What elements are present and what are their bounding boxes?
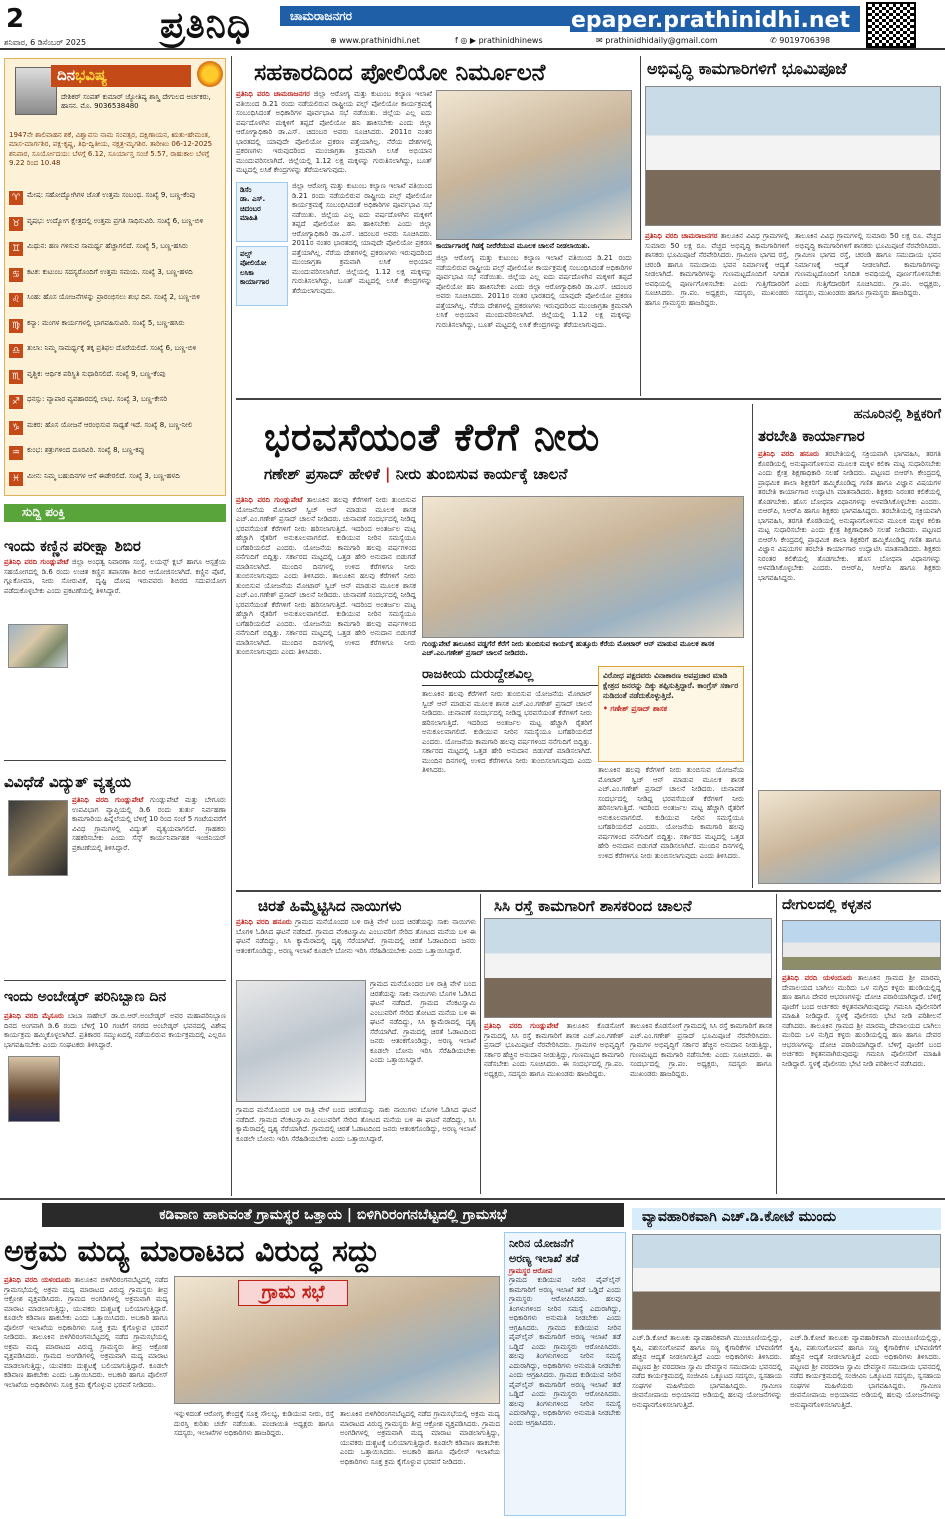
rashi-row [9,293,223,311]
byline: ಪ್ರತಿನಿಧಿ ವರದಿ [72,796,109,804]
website-text: www.prathinidhi.net [339,36,420,45]
horoscope-box [4,58,226,496]
story-leopard-title: ಚಿರತೆ ಹಿಮ್ಮೆಟ್ಟಿಸಿದ ನಾಯಿಗಳು [258,897,402,915]
story-text: ತಾಲೂಕಿನ ಗ್ರಾಮದ ಶ್ರೀ ಮಾರಮ್ಮ ದೇವಾಲಯದ ಬಾಗಿಲು ಮುರಿದು ಒಳ ನುಗ್ಗಿದ ಕಳ್ಳರು ಹುಂಡಿಯಲ್ಲಿದ್ದ ಹಣ ಹಾಗೂ ದೇವರ ಆಭರಣಗಳನ್ನು ದೋಚಿ ಪರಾರಿಯಾಗಿದ್ದಾರೆ. ಬೆಳಿಗ್ಗೆ ಪೂಜೆಗೆ ಬಂದ ಅರ್ಚಕರು ಕಳ್ಳತನವಾಗಿರುವುದನ್ನು ಗಮನಿಸಿ ಪೊಲೀಸರಿಗೆ ಮಾಹಿತಿ ನೀಡಿದ್ದಾರೆ. ಸ್ಥಳಕ್ಕೆ ಪೊಲೀಸರು ಭೇಟಿ ನೀಡಿ ಪರಿಶೀಲನೆ ನಡೆಸಿದರು. [782,974,941,1030]
story-water-subtitle: ಗಣೇಶ್ ಪ್ರಸಾದ್ ಹೇಳಿಕೆ | ನೀರು ತುಂಬಿಸುವ ಕಾರ್ಯಕ್ಕೆ ಚಾಲನೆ [264,465,568,483]
rashi-row [9,344,223,362]
sun-icon [197,61,223,87]
epaper-url[interactable]: epaper.prathinidhi.net [570,6,860,32]
story-liquor-body-3: ತಾಲೂಕಿನ ಬಿಳಿಗಿರಿರಂಗನಬೆಟ್ಟದಲ್ಲಿ ನಡೆದ ಗ್ರಾಮಸಭೆಯಲ್ಲಿ ಅಕ್ರಮ ಮದ್ಯ ಮಾರಾಟದ ವಿರುದ್ಧ ಗ್ರಾಮಸ್ಥರು ತೀವ್ರ ಆಕ್ರೋಶ ವ್ಯಕ್ತಪಡಿಸಿದರು. ಗ್ರಾಮದ ಅಂಗಡಿಗಳಲ್ಲಿ ಅಕ್ರಮವಾಗಿ ಮದ್ಯ ಮಾರಾಟ ಮಾಡಲಾಗುತ್ತಿದ್ದು, ಯುವಕರು ದುಶ್ಚಟಕ್ಕೆ ಬಲಿಯಾಗುತ್ತಿದ್ದಾರೆ. ಕೂಡಲೇ ಕಡಿವಾಣ ಹಾಕಬೇಕು ಎಂದು ಒತ್ತಾಯಿಸಿದರು. ಅಬಕಾರಿ ಹಾಗೂ ಪೊಲೀಸ್ ಇಲಾಖೆಯ ಅಧಿಕಾರಿಗಳು ಸೂಕ್ತ ಕ್ರಮ ಕೈಗೊಳ್ಳುವ ಭರವಸೆ ನೀಡಿದರು. [340,1410,500,1466]
rashi-text: ಕಟಕ: ಕುಟುಂಬ ಸದಸ್ಯರೊಂದಿಗೆ ಉತ್ತಮ ಸಮಯ. ಸಂಖ್ಯೆ 3, ಬಣ್ಣ-ಹಳದಿ [27,267,193,276]
rashi-row [9,217,223,235]
story-text: ಗ್ರಾಮದ ಕುಡಿಯುವ ನೀರಿನ ಪೈಪ್‌ಲೈನ್ ಕಾಮಗಾರಿಗೆ ಅರಣ್ಯ ಇಲಾಖೆ ತಡೆ ಒಡ್ಡಿದೆ ಎಂದು ಗ್ರಾಮಸ್ಥರು ಆರೋಪಿಸಿದರು. ಹಲವು ತಿಂಗಳುಗಳಿಂದ ನೀರಿನ ಸಮಸ್ಯೆ ಎದುರಾಗಿದ್ದು, ಅಧಿಕಾರಿಗಳು ಅನುಮತಿ ನೀಡಬೇಕು ಎಂದು ಆಗ್ರಹಿಸಿದರು. [509,1323,621,1380]
story-forest-title-2: ಅರಣ್ಯ ಇಲಾಖೆ ತಡೆ [509,1251,579,1265]
rashi-text: ಕನ್ಯಾ: ಮಂಗಳ ಕಾರ್ಯಗಳಲ್ಲಿ ಭಾಗವಹಿಸುವಿರಿ. ಸಂಖ್ಯೆ 5, ಬಣ್ಣ-ಹಸಿರು [27,318,185,327]
email-text: prathinidhidaily@gmail.com [605,36,718,45]
byline: ಪ್ರತಿನಿಧಿ ವರದಿ [236,90,270,98]
phone-number: ✆ 9019706398 [770,36,831,45]
row-rule [0,1198,945,1200]
polio-inset-box [236,182,288,242]
rashi-text: ಮೀನ: ನಿಮ್ಮ ಬಹುದಿನಗಳ ಆಸೆ ಈಡೇರಲಿದೆ. ಸಂಖ್ಯೆ 3, ಬಣ್ಣ-ಹಳದಿ [27,471,180,480]
water-quote-box [598,666,744,762]
story-polio-body-2: ಜಿಲ್ಲಾ ಆರೋಗ್ಯ ಮತ್ತು ಕುಟುಂಬ ಕಲ್ಯಾಣ ಇಲಾಖೆ ವತಿಯಿಂದ ಡಿ.21 ರಂದು ನಡೆಯಲಿರುವ ರಾಷ್ಟ್ರೀಯ ಪಲ್ಸ್ ಪೋಲಿಯೋ ಕಾರ್ಯಕ್ರಮಕ್ಕೆ ಸಂಬಂಧಿಸಿದಂತೆ ಅಧಿಕಾರಿಗಳ ಪೂರ್ವಭಾವಿ ಸಭೆ ನಡೆಯಿತು. ಜಿಲ್ಲೆಯ ಎಲ್ಲ ಐದು ವರ್ಷದೊಳಗಿನ ಮಕ್ಕಳಿಗೆ ತಪ್ಪದೆ ಪೋಲಿಯೋ ಹನಿ ಹಾಕಿಸಬೇಕು ಎಂದು ಜಿಲ್ಲಾ ಆರೋಗ್ಯಾಧಿಕಾರಿ ಡಾ.ಎಸ್. ಚಿದಂಬರ ಅವರು ಸೂಚಿಸಿದರು. 2011ರ ನಂತರ ಭಾರತದಲ್ಲಿ ಯಾವುದೇ ಪೋಲಿಯೋ ಪ್ರಕರಣ ಪತ್ತೆಯಾಗಿಲ್ಲ. ನೆರೆಯ ದೇಶಗಳಲ್ಲಿ ಪ್ರಕರಣಗಳು ಇರುವುದರಿಂದ ಮುಂಜಾಗ್ರತಾ ಕ್ರಮವಾಗಿ ಲಸಿಕೆ ಅಭಿಯಾನ ಮುಂದುವರಿಸಲಾಗಿದೆ. ಜಿಲ್ಲೆಯಲ್ಲಿ 1.12 ಲಕ್ಷ ಮಕ್ಕಳನ್ನು ಗುರುತಿಸಲಾಗಿದ್ದು, ಬೂತ್ ಮಟ್ಟದಲ್ಲಿ ಲಸಿಕೆ ಕೇಂದ್ರಗಳನ್ನು ತೆರೆಯಲಾಗುವುದು. [436,254,632,329]
byline: ಪ್ರತಿನಿಧಿ ವರದಿ [758,450,794,458]
section-tag: ಸುದ್ದಿ ಪಂಕ್ತಿ [4,504,226,522]
byline: ಪ್ರತಿನಿಧಿ ವರದಿ [645,232,679,240]
phone-text: 9019706398 [779,36,831,45]
inset-line: ಚಿದಂಬರ [240,204,261,213]
zodiac-icon: ♑ [9,421,23,435]
row-rule [236,890,941,892]
story-forest-kicker: ಗ್ರಾಮಸ್ಥರ ಆರೋಪ [509,1266,553,1275]
dateline: ಯಳಂದೂರು [41,1276,71,1284]
byline: ಪ್ರತಿನಿಧಿ ವರದಿ [782,974,818,982]
rashi-row [9,421,223,439]
bottom-story-kicker: ಕಡಿವಾಣ ಹಾಕುವಂತೆ ಗ್ರಾಮಸ್ಥರ ಒತ್ತಾಯ | ಬಿಳಿಗಿರಿರಂಗನಬೆಟ್ಟದಲ್ಲಿ ಗ್ರಾಮಸಭೆ [42,1203,624,1227]
social-handle[interactable]: f ◎ ▶ prathinidhinews [455,36,543,45]
story-polio-lead [236,90,432,176]
byline: ಪ್ರತಿನಿಧಿ ವರದಿ [484,1022,522,1030]
water-subhead: ರಾಜಕೀಯ ದುರುದ್ದೇಶವಿಲ್ಲ [422,666,652,686]
story-water-body-2: ತಾಲೂಕಿನ ಹಲವು ಕೆರೆಗಳಿಗೆ ನೀರು ತುಂಬಿಸುವ ಯೋಜನೆಯ ಮೋಟಾರ್ ಸ್ವಿಚ್ ಆನ್ ಮಾಡುವ ಮೂಲಕ ಶಾಸಕ ಎಚ್.ಎಂ.ಗಣೇಶ್ ಪ್ರಸಾದ್ ಚಾಲನೆ ನೀಡಿದರು. ಚುನಾವಣೆ ಸಂದರ್ಭದಲ್ಲಿ ನೀಡಿದ್ದ ಭರವಸೆಯಂತೆ ಕೆರೆಗಳಿಗೆ ನೀರು ಹರಿಸಲಾಗುತ್ತಿದೆ. ಇದರಿಂದ ಅಂತರ್ಜಲ ಮಟ್ಟ ಹೆಚ್ಚಾಗಿ ರೈತರಿಗೆ ಅನುಕೂಲವಾಗಲಿದೆ. ಕುಡಿಯುವ ನೀರಿನ ಸಮಸ್ಯೆಯೂ ಬಗೆಹರಿಯಲಿದೆ ಎಂದರು. ಯೋಜನೆಯ ಕಾಮಗಾರಿ ಹಲವು ವರ್ಷಗಳಿಂದ ನನೆಗುದಿಗೆ ಬಿದ್ದಿತ್ತು. ಸರ್ಕಾರದ ಮಟ್ಟದಲ್ಲಿ ಒತ್ತಡ ಹೇರಿ ಅನುದಾನ ಬಿಡುಗಡೆ ಮಾಡಿಸಲಾಗಿದೆ. ಮುಂದಿನ ದಿನಗಳಲ್ಲಿ ಉಳಿದ ಕೆರೆಗಳಿಗೂ ನೀರು ತುಂಬಿಸಲಾಗುವುದು ಎಂದು ತಿಳಿಸಿದರು. [422,690,592,774]
story-hdkote-title: ವ್ಯಾವಹಾರಿಕವಾಗಿ ಎಚ್.ಡಿ.ಕೋಟೆ ಮುಂದು [632,1208,941,1230]
story-polio-title: ಸಹಕಾರದಿಂದ ಪೋಲಿಯೋ ನಿರ್ಮೂಲನೆ [254,60,546,86]
rashi-text: ಸಿಂಹ: ಹೊಸ ಯೋಜನೆಗಳನ್ನು ಪ್ರಾರಂಭಿಸಲು ಶುಭ ದಿನ. ಸಂಖ್ಯೆ 2, ಬಣ್ಣ-ಬಿಳಿ [27,293,201,301]
ccroad-photo [484,918,772,1018]
rashi-text: ಮಿಥುನ: ಹಣ ಗಳಿಸುವ ಸಾಮರ್ಥ್ಯ ಹೆಚ್ಚಾಗಲಿದೆ. ಸಂಖ್ಯೆ 5, ಬಣ್ಣ-ಹಸಿರು [27,242,188,250]
bhoomipuja-photo [645,86,941,226]
social-text: prathinidhinews [478,36,543,45]
story-training [758,404,941,886]
edition-name: ಚಾಮರಾಜನಗರ [280,6,570,26]
temple-photo [782,920,941,970]
issue-date: ಶನಿವಾರ, 6 ಡಿಸೆಂಬರ್ 2025 [4,38,87,47]
column-rule [480,894,481,1194]
dateline: ಗುಂಡ್ಲುಪೇಟೆ [274,496,303,504]
story-bhoomipuja [645,56,941,396]
hdkote-photo [632,1234,941,1330]
byline: ಪ್ರತಿನಿಧಿ ವರದಿ [236,918,270,926]
zodiac-icon: ♉ [9,217,23,231]
rashi-text: ತುಲಾ: ನಿಮ್ಮ ಸಾಮರ್ಥ್ಯಕ್ಕೆ ತಕ್ಕ ಪ್ರತಿಫಲ ದೊರೆಯಲಿದೆ. ಸಂಖ್ಯೆ 6, ಬಣ್ಣ-ಬಿಳಿ [27,344,197,352]
polio-photo-caption: ಕಾರ್ಯಾಗಾರಕ್ಕೆ ಗಿಡಕ್ಕೆ ನೀರೆರೆಯುವ ಮೂಲಕ ಚಾಲನೆ ನೀಡಲಾಯಿತು. [436,242,632,251]
rashi-row [9,268,223,286]
column-rule [752,404,753,888]
story-text: ಗ್ರಾಮದ ಕುಡಿಯುವ ನೀರಿನ ಪೈಪ್‌ಲೈನ್ ಕಾಮಗಾರಿಗೆ ಅರಣ್ಯ ಇಲಾಖೆ ತಡೆ ಒಡ್ಡಿದೆ ಎಂದು ಗ್ರಾಮಸ್ಥರು ಆರೋಪಿಸಿದರು. ಹಲವು ತಿಂಗಳುಗಳಿಂದ ನೀರಿನ ಸಮಸ್ಯೆ ಎದುರಾಗಿದ್ದು, ಅಧಿಕಾರಿಗಳು ಅನುಮತಿ ನೀಡಬೇಕು ಎಂದು ಆಗ್ರಹಿಸಿದರು. [509,1276,621,1332]
masthead [0,0,945,50]
zodiac-icon: ♏ [9,370,23,384]
column-rule [776,894,777,1194]
story-training-body [758,450,941,786]
dateline: ಗುಂಡ್ಲುಪೇಟೆ [40,558,69,566]
story-liquor-body [4,1276,168,1514]
leopard-cctv-photo [236,980,366,1102]
story-eye-camp-title: ಇಂದು ಕಣ್ಣಿನ ಪರೀಕ್ಷಾ ಶಿಬಿರ [4,537,141,555]
page-number: 2 [6,4,25,34]
left-stories [4,528,226,1188]
story-ambedkar-body [4,1012,226,1188]
bulb-photo [8,800,68,876]
rashi-text: ಮೇಷ: ಸಹೋದ್ಯೋಗಿಗಳ ಜೊತೆ ಉತ್ತಮ ಸಂಬಂಧ. ಸಂಖ್ಯೆ 9, ಬಣ್ಣ-ಕೆಂಪು [27,191,196,199]
story-text: ಗ್ರಾಮದ ಮನೆಯೊಂದರ ಬಳಿ ರಾತ್ರಿ ವೇಳೆ ಬಂದ ಚಿರತೆಯನ್ನು ಸಾಕು ನಾಯಿಗಳು ಬೊಗಳಿ ಓಡಿಸಿದ ಘಟನೆ ನಡೆದಿದೆ. ಗ್ರಾಮದ ವೆಂಕಟಸ್ವಾಮಿ ಎಂಬುವರಿಗೆ ಸೇರಿದ ತೋಟದ ಮನೆಯ ಬಳಿ ಈ ಘಟನೆ ನಡೆದಿದ್ದು, ಸಿಸಿ ಕ್ಯಾಮೆರಾದಲ್ಲಿ ದೃಶ್ಯ ಸೆರೆಯಾಗಿದೆ. ಗ್ರಾಮದಲ್ಲಿ ಚಿರತೆ ಓಡಾಟದಿಂದ ಜನರು ಆತಂಕಗೊಂಡಿದ್ದು, ಅರಣ್ಯ ಇಲಾಖೆ ಕೂಡಲೇ ಬೋನು ಇರಿಸಿ ಸೆರೆಹಿಡಿಯಬೇಕು ಎಂದು ಒತ್ತಾಯಿಸಿದ್ದಾರೆ. [236,918,476,955]
story-forest-title-1: ನೀರಿನ ಯೋಜನೆಗೆ [509,1237,574,1250]
subtitle-b: ನೀರು ತುಂಬಿಸುವ ಕಾರ್ಯಕ್ಕೆ ಚಾಲನೆ [395,465,568,483]
dateline: ಹನೂರು [799,450,820,458]
story-bhoomipuja-body [645,232,789,392]
story-hdkote-body-2: ಎಚ್.ಡಿ.ಕೋಟೆ ತಾಲೂಕು ವ್ಯಾವಹಾರಿಕವಾಗಿ ಮುಂಚೂಣಿಯಲ್ಲಿದ್ದು, ಕೃಷಿ, ಪಶುಸಂಗೋಪನೆ ಹಾಗೂ ಸಣ್ಣ ಕೈಗಾರಿಕೆಗಳ ಬೆಳವಣಿಗೆಗೆ ಹೆಚ್ಚಿನ ಆದ್ಯತೆ ನೀಡಲಾಗುತ್ತಿದೆ ಎಂದು ಅಧಿಕಾರಿಗಳು ತಿಳಿಸಿದರು. ಪಟ್ಟಣದ ಶ್ರೀ ವರದರಾಜ ಸ್ವಾಮಿ ದೇವಸ್ಥಾನ ಸಮುದಾಯ ಭವನದಲ್ಲಿ ನಡೆದ ಕಾರ್ಯಕ್ರಮದಲ್ಲಿ ಸಂಜೀವಿನಿ ಒಕ್ಕೂಟದ ಸದಸ್ಯರು, ಸ್ವಸಹಾಯ ಸಂಘಗಳ ಮಹಿಳೆಯರು ಭಾಗವಹಿಸಿದ್ದರು. ಗ್ರಾಮೀಣ ಜೀವನೋಪಾಯ ಅಭಿಯಾನದ ಅಡಿಯಲ್ಲಿ ಹಲವು ಯೋಜನೆಗಳನ್ನು ಅನುಷ್ಠಾನಗೊಳಿಸಲಾಗುತ್ತಿದೆ. [790,1334,941,1409]
rashi-row [9,446,223,464]
story-ccroad-body-2: ತಾಲೂಕಿನ ಕೊಡಸೋಗೆ ಗ್ರಾಮದಲ್ಲಿ ಸಿಸಿ ರಸ್ತೆ ಕಾಮಗಾರಿಗೆ ಶಾಸಕ ಎಚ್.ಎಂ.ಗಣೇಶ್ ಪ್ರಸಾದ್ ಭೂಮಿಪೂಜೆ ನೆರವೇರಿಸಿದರು. ಗ್ರಾಮಗಳ ಅಭಿವೃದ್ಧಿಗೆ ಸರ್ಕಾರ ಹೆಚ್ಚಿನ ಅನುದಾನ ನೀಡುತ್ತಿದ್ದು, ಗುಣಮಟ್ಟದ ಕಾಮಗಾರಿ ನಡೆಸಬೇಕು ಎಂದು ಸೂಚಿಸಿದರು. ಈ ಸಂದರ್ಭದಲ್ಲಿ ಗ್ರಾ.ಪಂ. ಅಧ್ಯಕ್ಷರು, ಸದಸ್ಯರು ಹಾಗೂ ಮುಖಂಡರು ಹಾಜರಿದ್ದರು. [630,1022,772,1078]
story-water-title: ಭರವಸೆಯಂತೆ ಕೆರೆಗೆ ನೀರು [264,415,601,459]
byline: ಪ್ರತಿನಿಧಿ ವರದಿ [4,1276,38,1284]
story-ccroad-body [484,1022,624,1192]
inset-line: ಕಾರ್ಯಾಗಾರ [240,278,270,287]
zodiac-icon: ♊ [9,242,23,256]
story-ambedkar-title: ಇಂದು ಅಂಬೇಡ್ಕರ್ ಪರಿನಿಬ್ಬಾಣ ದಿನ [4,989,167,1005]
rashi-text: ಮಕರ: ಹೊಸ ಯೋಜನೆ ಆರಂಭಿಸುವ ಸಾಧ್ಯತೆ ಇದೆ. ಸಂಖ್ಯೆ 8, ಬಣ್ಣ-ನೀಲಿ [27,420,193,429]
horoscope-title-b: ಭವಿಷ್ಯ [75,66,108,84]
quote-text: ವಿರೋಧ ಪಕ್ಷದವರು ವಿನಾಕಾರಣ ಅಪಪ್ರಚಾರ ಮಾಡಿ ಕ್ಷೇತ್ರದ ಜನರನ್ನು ದಿಕ್ಕು ತಪ್ಪಿಸುತ್ತಿದ್ದಾರೆ. ಕಾಂಗ್ರೆಸ್ ಸರ್ಕಾರ ನುಡಿದಂತೆ ನಡೆದುಕೊಳ್ಳುತ್ತಿದೆ. [603,671,739,701]
story-power-title: ವಿವಿಧೆಡೆ ವಿದ್ಯುತ್ ವ್ಯತ್ಯಯ [4,773,132,791]
rashi-row [9,370,223,388]
zodiac-icon: ♌ [9,293,23,307]
story-ccroad-title: ಸಿಸಿ ರಸ್ತೆ ಕಾಮಗಾರಿಗೆ ಶಾಸಕರಿಂದ ಚಾಲನೆ [494,897,692,915]
dateline: ಯಳಂದೂರು [822,974,853,982]
story-leopard-body-2: ಗ್ರಾಮದ ಮನೆಯೊಂದರ ಬಳಿ ರಾತ್ರಿ ವೇಳೆ ಬಂದ ಚಿರತೆಯನ್ನು ಸಾಕು ನಾಯಿಗಳು ಬೊಗಳಿ ಓಡಿಸಿದ ಘಟನೆ ನಡೆದಿದೆ. ಗ್ರಾಮದ ವೆಂಕಟಸ್ವಾಮಿ ಎಂಬುವರಿಗೆ ಸೇರಿದ ತೋಟದ ಮನೆಯ ಬಳಿ ಈ ಘಟನೆ ನಡೆದಿದ್ದು, ಸಿಸಿ ಕ್ಯಾಮೆರಾದಲ್ಲಿ ದೃಶ್ಯ ಸೆರೆಯಾಗಿದೆ. ಗ್ರಾಮದಲ್ಲಿ ಚಿರತೆ ಓಡಾಟದಿಂದ ಜನರು ಆತಂಕಗೊಂಡಿದ್ದು, ಅರಣ್ಯ ಇಲಾಖೆ ಕೂಡಲೇ ಬೋನು ಇರಿಸಿ ಸೆರೆಹಿಡಿಯಬೇಕು ಎಂದು ಒತ್ತಾಯಿಸಿದ್ದಾರೆ. [370,980,476,1064]
zodiac-icon: ♎ [9,344,23,358]
email-link[interactable]: ✉ prathinidhidaily@gmail.com [596,36,718,45]
zodiac-icon: ♒ [9,446,23,460]
story-leopard-body-3: ಗ್ರಾಮದ ಮನೆಯೊಂದರ ಬಳಿ ರಾತ್ರಿ ವೇಳೆ ಬಂದ ಚಿರತೆಯನ್ನು ಸಾಕು ನಾಯಿಗಳು ಬೊಗಳಿ ಓಡಿಸಿದ ಘಟನೆ ನಡೆದಿದೆ. ಗ್ರಾಮದ ವೆಂಕಟಸ್ವಾಮಿ ಎಂಬುವರಿಗೆ ಸೇರಿದ ತೋಟದ ಮನೆಯ ಬಳಿ ಈ ಘಟನೆ ನಡೆದಿದ್ದು, ಸಿಸಿ ಕ್ಯಾಮೆರಾದಲ್ಲಿ ದೃಶ್ಯ ಸೆರೆಯಾಗಿದೆ. ಗ್ರಾಮದಲ್ಲಿ ಚಿರತೆ ಓಡಾಟದಿಂದ ಜನರು ಆತಂಕಗೊಂಡಿದ್ದು, ಅರಣ್ಯ ಇಲಾಖೆ ಕೂಡಲೇ ಬೋನು ಇರಿಸಿ ಸೆರೆಹಿಡಿಯಬೇಕು ಎಂದು ಒತ್ತಾಯಿಸಿದ್ದಾರೆ. [236,1106,476,1143]
subtitle-a: ಗಣೇಶ್ ಪ್ರಸಾದ್ ಹೇಳಿಕೆ [264,465,380,483]
row-rule [236,398,941,400]
story-text: ತಾಲೂಕಿನ ಹಲವು ಕೆರೆಗಳಿಗೆ ನೀರು ತುಂಬಿಸುವ ಯೋಜನೆಯ ಮೋಟಾರ್ ಸ್ವಿಚ್ ಆನ್ ಮಾಡುವ ಮೂಲಕ ಶಾಸಕ ಎಚ್.ಎಂ.ಗಣೇಶ್ ಪ್ರಸಾದ್ ಚಾಲನೆ ನೀಡಿದರು. ಚುನಾವಣೆ ಸಂದರ್ಭದಲ್ಲಿ ನೀಡಿದ್ದ ಭರವಸೆಯಂತೆ ಕೆರೆಗಳಿಗೆ ನೀರು ಹರಿಸಲಾಗುತ್ತಿದೆ. ಇದರಿಂದ ಅಂತರ್ಜಲ ಮಟ್ಟ ಹೆಚ್ಚಾಗಿ ರೈತರಿಗೆ ಅನುಕೂಲವಾಗಲಿದೆ. ಕುಡಿಯುವ ನೀರಿನ ಸಮಸ್ಯೆಯೂ ಬಗೆಹರಿಯಲಿದೆ ಎಂದರು. ಯೋಜನೆಯ ಕಾಮಗಾರಿ ಹಲವು ವರ್ಷಗಳಿಂದ ನನೆಗುದಿಗೆ ಬಿದ್ದಿತ್ತು. ಸರ್ಕಾರದ ಮಟ್ಟದಲ್ಲಿ ಒತ್ತಡ ಹೇರಿ ಅನುದಾನ ಬಿಡುಗಡೆ ಮಾಡಿಸಲಾಗಿದೆ. ಮುಂದಿನ ದಿನಗಳಲ್ಲಿ ಉಳಿದ ಕೆರೆಗಳಿಗೂ ನೀರು ತುಂಬಿಸಲಾಗುವುದು ಎಂದು ತಿಳಿಸಿದರು. [236,496,416,580]
dateline: ಚಾಮರಾಜನಗರ [273,90,310,98]
zodiac-icon: ♈ [9,191,23,205]
zodiac-icon: ♓ [9,472,23,486]
rashi-row [9,191,223,209]
column-rule [640,56,641,396]
story-polio-body: ಜಿಲ್ಲಾ ಆರೋಗ್ಯ ಮತ್ತು ಕುಟುಂಬ ಕಲ್ಯಾಣ ಇಲಾಖೆ ವತಿಯಿಂದ ಡಿ.21 ರಂದು ನಡೆಯಲಿರುವ ರಾಷ್ಟ್ರೀಯ ಪಲ್ಸ್ ಪೋಲಿಯೋ ಕಾರ್ಯಕ್ರಮಕ್ಕೆ ಸಂಬಂಧಿಸಿದಂತೆ ಅಧಿಕಾರಿಗಳ ಪೂರ್ವಭಾವಿ ಸಭೆ ನಡೆಯಿತು. ಜಿಲ್ಲೆಯ ಎಲ್ಲ ಐದು ವರ್ಷದೊಳಗಿನ ಮಕ್ಕಳಿಗೆ ತಪ್ಪದೆ ಪೋಲಿಯೋ ಹನಿ ಹಾಕಿಸಬೇಕು ಎಂದು ಜಿಲ್ಲಾ ಆರೋಗ್ಯಾಧಿಕಾರಿ ಡಾ.ಎಸ್. ಚಿದಂಬರ ಅವರು ಸೂಚಿಸಿದರು. 2011ರ ನಂತರ ಭಾರತದಲ್ಲಿ ಯಾವುದೇ ಪೋಲಿಯೋ ಪ್ರಕರಣ ಪತ್ತೆಯಾಗಿಲ್ಲ. ನೆರೆಯ ದೇಶಗಳಲ್ಲಿ ಪ್ರಕರಣಗಳು ಇರುವುದರಿಂದ ಮುಂಜಾಗ್ರತಾ ಕ್ರಮವಾಗಿ ಲಸಿಕೆ ಅಭಿಯಾನ ಮುಂದುವರಿಸಲಾಗಿದೆ. ಜಿಲ್ಲೆಯಲ್ಲಿ 1.12 ಲಕ್ಷ ಮಕ್ಕಳನ್ನು ಗುರುತಿಸಲಾಗಿದ್ದು, ಬೂತ್ ಮಟ್ಟದಲ್ಲಿ ಲಸಿಕೆ ಕೇಂದ್ರಗಳನ್ನು ತೆರೆಯಲಾಗುವುದು. [292,182,432,295]
inset-line: ಡಿಸೆಂ [240,186,252,194]
dateline: ಗುಂಡ್ಲುಪೇಟೆ [530,1022,559,1030]
story-leopard [236,894,476,1194]
story-water [236,404,748,886]
eye-exam-photo [8,624,68,668]
story-text: ತಾಲೂಕಿನ ಕೊಡಸೋಗೆ ಗ್ರಾಮದಲ್ಲಿ ಸಿಸಿ ರಸ್ತೆ ಕಾಮಗಾರಿಗೆ ಶಾಸಕ ಎಚ್.ಎಂ.ಗಣೇಶ್ ಪ್ರಸಾದ್ ಭೂಮಿಪೂಜೆ ನೆರವೇರಿಸಿದರು. ಗ್ರಾಮಗಳ ಅಭಿವೃದ್ಧಿಗೆ ಸರ್ಕಾರ ಹೆಚ್ಚಿನ ಅನುದಾನ ನೀಡುತ್ತಿದ್ದು, ಗುಣಮಟ್ಟದ ಕಾಮಗಾರಿ ನಡೆಸಬೇಕು ಎಂದು ಸೂಚಿಸಿದರು. ಈ ಸಂದರ್ಭದಲ್ಲಿ ಗ್ರಾ.ಪಂ. ಅಧ್ಯಕ್ಷರು, ಸದಸ್ಯರು ಹಾಗೂ ಮುಖಂಡರು ಹಾಜರಿದ್ದರು. [484,1022,624,1078]
polio-event-photo [436,90,632,240]
byline: ಪ್ರತಿನಿಧಿ ವರದಿ [4,558,38,566]
zodiac-icon: ♋ [9,268,23,282]
inset-line: ಡಾ. ಎಸ್. [240,195,266,204]
story-text: ಬಾಬಾ ಸಾಹೇಬ್ ಡಾ.ಬಿ.ಆರ್.ಅಂಬೇಡ್ಕರ್ ಅವರ ಮಹಾಪರಿನಿಬ್ಬಾಣ ದಿನದ ಅಂಗವಾಗಿ ಡಿ.6 ರಂದು ಬೆಳಿಗ್ಗೆ 10 ಗಂಟೆಗೆ ನಗರದ ಅಂಬೇಡ್ಕರ್ ಭವನದಲ್ಲಿ ವಿಶೇಷ ಕಾರ್ಯಕ್ರಮ ಹಮ್ಮಿಕೊಳ್ಳಲಾಗಿದೆ. ಪ್ರತಿಕಾರರ ಸಮ್ಮುಖದಲ್ಲಿ ನಡೆಯಲಿರುವ ಕಾರ್ಯಕ್ರಮದಲ್ಲಿ ಎಲ್ಲರೂ ಭಾಗವಹಿಸಬೇಕು ಎಂದು ಸಂಘಟಕರು ತಿಳಿಸಿದ್ದಾರೆ. [4,1012,226,1049]
story-text: ಜಿಲ್ಲಾ ಅಂಧತ್ವ ನಿವಾರಣಾ ಸಂಸ್ಥೆ, ಲಯನ್ಸ್ ಕ್ಲಬ್ ಹಾಗೂ ಆಸ್ಪತ್ರೆಯ ಸಹಯೋಗದಲ್ಲಿ ಡಿ.6 ರಂದು ಉಚಿತ ಕಣ್ಣಿನ ತಪಾಸಣಾ ಶಿಬಿರ ಆಯೋಜಿಸಲಾಗಿದೆ. ಕಣ್ಣಿನ ಪೊರೆ, ಗ್ಲೂಕೋಮಾ, ನೀರು ಸೋರುವಿಕೆ, ದೃಷ್ಟಿ ದೋಷ ಇರುವವರು ಶಿಬಿರದ ಸದುಪಯೋಗ ಪಡೆದುಕೊಳ್ಳಬೇಕು ಎಂದು ಪ್ರಕಟಣೆಯಲ್ಲಿ ತಿಳಿಸಿದ್ದಾರೆ. [4,558,226,595]
inset-line: ಪಲ್ಸ್ [240,250,252,258]
story-forest-body [509,1276,621,1512]
story-power-body [72,796,226,976]
story-text: ತಾಲೂಕಿನ ಗ್ರಾಮದ ಶ್ರೀ ಮಾರಮ್ಮ ದೇವಾಲಯದ ಬಾಗಿಲು ಮುರಿದು ಒಳ ನುಗ್ಗಿದ ಕಳ್ಳರು ಹುಂಡಿಯಲ್ಲಿದ್ದ ಹಣ ಹಾಗೂ ದೇವರ ಆಭರಣಗಳನ್ನು ದೋಚಿ ಪರಾರಿಯಾಗಿದ್ದಾರೆ. ಬೆಳಿಗ್ಗೆ ಪೂಜೆಗೆ ಬಂದ ಅರ್ಚಕರು ಕಳ್ಳತನವಾಗಿರುವುದನ್ನು ಗಮನಿಸಿ ಪೊಲೀಸರಿಗೆ ಮಾಹಿತಿ ನೀಡಿದ್ದಾರೆ. ಸ್ಥಳಕ್ಕೆ ಪೊಲೀಸರು ಭೇಟಿ ನೀಡಿ ಪರಿಶೀಲನೆ ನಡೆಸಿದರು. [782,1021,941,1068]
story-liquor-body-2: ಇನ್ನುಳಿದಂತೆ ಆರೋಗ್ಯ ಕೇಂದ್ರಕ್ಕೆ ಸೂಕ್ತ ಸೌಲಭ್ಯ, ಕುಡಿಯುವ ನೀರು, ರಸ್ತೆ ದುರಸ್ತಿ ಕುರಿತು ಚರ್ಚೆ ನಡೆಯಿತು. ಪಂಚಾಯಿತಿ ಅಧ್ಯಕ್ಷರು ಹಾಗೂ ಸದಸ್ಯರು, ಇಲಾಖೆಗಳ ಅಧಿಕಾರಿಗಳು ಹಾಜರಿದ್ದರು. [174,1410,334,1437]
inset-line: ಲಸಿಕಾ [240,268,254,277]
rashi-row [9,395,223,413]
divider [4,980,226,981]
zodiac-icon: ♍ [9,319,23,333]
story-training-title-b: ತರಬೇತಿ ಕಾರ್ಯಾಗಾರ [758,427,865,445]
dateline: ಚಾಮರಾಜನಗರ [681,232,718,240]
horoscope-title-a: ದಿನ [57,66,76,84]
byline: ಪ್ರತಿನಿಧಿ ವರದಿ [4,1012,38,1020]
story-liquor [4,1232,500,1516]
astrologer-info: ದೇಶಿಕರ್ ಸಂಪತ್ ಕುಮಾರ್ ಜ್ಯೋತಿಷ್ಯ ಶಾಸ್ತ್ರಿ ದೇಗುಲದ ಅರ್ಚಕರು, ಹಾಸನ. ಮೊ. 9036538480 [61,93,211,111]
inset-line: ಮಾಹಿತಿ [240,214,258,223]
story-water-body [236,496,416,882]
dateline: ಹನೂರು [272,918,292,926]
dateline: ಗುಂಡ್ಲುಪೇಟೆ [115,796,144,804]
gram-sabha-banner: ಗ್ರಾಮ ಸಭೆ [238,1280,348,1306]
rashi-text: ವೃಷಭ: ಉದ್ಯೋಗ ಕ್ಷೇತ್ರದಲ್ಲಿ ಉತ್ತಮ ಪ್ರಗತಿ ಸಾಧಿಸುವಿರಿ. ಸಂಖ್ಯೆ 6, ಬಣ್ಣ-ಬಿಳಿ [27,216,204,225]
rashi-text: ವೃಶ್ಚಿಕ: ಆರ್ಥಿಕ ಪರಿಸ್ಥಿತಿ ಸುಧಾರಿಸಲಿದೆ. ಸಂಖ್ಯೆ 9, ಬಣ್ಣ-ಕೆಂಪು [27,369,166,378]
story-text: ತಾಲೂಕಿನ ವಿವಿಧ ಗ್ರಾಮಗಳಲ್ಲಿ ಸುಮಾರು 50 ಲಕ್ಷ ರೂ. ವೆಚ್ಚದ ಅಭಿವೃದ್ಧಿ ಕಾಮಗಾರಿಗಳಿಗೆ ಶಾಸಕರು ಭೂಮಿಪೂಜೆ ನೆರವೇರಿಸಿದರು. ಗ್ರಾಮೀಣ ಭಾಗದ ರಸ್ತೆ, ಚರಂಡಿ ಹಾಗೂ ಸಮುದಾಯ ಭವನ ನಿರ್ಮಾಣಕ್ಕೆ ಆದ್ಯತೆ ನೀಡಲಾಗಿದೆ. ಕಾಮಗಾರಿಗಳನ್ನು ಗುಣಮಟ್ಟದೊಂದಿಗೆ ನಿಗದಿತ ಅವಧಿಯಲ್ಲಿ ಪೂರ್ಣಗೊಳಿಸಬೇಕು ಎಂದು ಗುತ್ತಿಗೆದಾರರಿಗೆ ಸೂಚಿಸಿದರು. ಗ್ರಾ.ಪಂ. ಅಧ್ಯಕ್ಷರು, ಸದಸ್ಯರು, ಮುಖಂಡರು ಹಾಗೂ ಗ್ರಾಮಸ್ಥರು ಹಾಜರಿದ್ದರು. [645,232,789,307]
horoscope-title [51,65,191,87]
story-text: ತಾಲೂಕಿನ ಹಲವು ಕೆರೆಗಳಿಗೆ ನೀರು ತುಂಬಿಸುವ ಯೋಜನೆಯ ಮೋಟಾರ್ ಸ್ವಿಚ್ ಆನ್ ಮಾಡುವ ಮೂಲಕ ಶಾಸಕ ಎಚ್.ಎಂ.ಗಣೇಶ್ ಪ್ರಸಾದ್ ಚಾಲನೆ ನೀಡಿದರು. ಚುನಾವಣೆ ಸಂದರ್ಭದಲ್ಲಿ ನೀಡಿದ್ದ ಭರವಸೆಯಂತೆ ಕೆರೆಗಳಿಗೆ ನೀರು ಹರಿಸಲಾಗುತ್ತಿದೆ. ಇದರಿಂದ ಅಂತರ್ಜಲ ಮಟ್ಟ ಹೆಚ್ಚಾಗಿ ರೈತರಿಗೆ ಅನುಕೂಲವಾಗಲಿದೆ. ಕುಡಿಯುವ ನೀರಿನ ಸಮಸ್ಯೆಯೂ ಬಗೆಹರಿಯಲಿದೆ ಎಂದರು. ಯೋಜನೆಯ ಕಾಮಗಾರಿ ಹಲವು ವರ್ಷಗಳಿಂದ ನನೆಗುದಿಗೆ ಬಿದ್ದಿತ್ತು. ಸರ್ಕಾರದ ಮಟ್ಟದಲ್ಲಿ ಒತ್ತಡ ಹೇರಿ ಅನುದಾನ ಬಿಡುಗಡೆ ಮಾಡಿಸಲಾಗಿದೆ. ಮುಂದಿನ ದಿನಗಳಲ್ಲಿ ಉಳಿದ ಕೆರೆಗಳಿಗೂ ನೀರು ತುಂಬಿಸಲಾಗುವುದು ಎಂದು ತಿಳಿಸಿದರು. [236,572,416,656]
polio-inset-box-2 [236,246,288,306]
rashi-row [9,242,223,260]
training-photo [758,790,941,884]
story-temple-title: ದೇಗುಲದಲ್ಲಿ ಕಳ್ಳತನ [782,897,872,913]
story-text: ತಾಲೂಕಿನ ಬಿಳಿಗಿರಿರಂಗನಬೆಟ್ಟದಲ್ಲಿ ನಡೆದ ಗ್ರಾಮಸಭೆಯಲ್ಲಿ ಅಕ್ರಮ ಮದ್ಯ ಮಾರಾಟದ ವಿರುದ್ಧ ಗ್ರಾಮಸ್ಥರು ತೀವ್ರ ಆಕ್ರೋಶ ವ್ಯಕ್ತಪಡಿಸಿದರು. ಗ್ರಾಮದ ಅಂಗಡಿಗಳಲ್ಲಿ ಅಕ್ರಮವಾಗಿ ಮದ್ಯ ಮಾರಾಟ ಮಾಡಲಾಗುತ್ತಿದ್ದು, ಯುವಕರು ದುಶ್ಚಟಕ್ಕೆ ಬಲಿಯಾಗುತ್ತಿದ್ದಾರೆ. ಕೂಡಲೇ ಕಡಿವಾಣ ಹಾಕಬೇಕು ಎಂದು ಒತ್ತಾಯಿಸಿದರು. ಅಬಕಾರಿ ಹಾಗೂ ಪೊಲೀಸ್ ಇಲಾಖೆಯ ಅಧಿಕಾರಿಗಳು ಸೂಕ್ತ ಕ್ರಮ ಕೈಗೊಳ್ಳುವ ಭರವಸೆ ನೀಡಿದರು. [4,1333,168,1389]
newspaper-logo: ಪ್ರತಿನಿಧಿ [160,5,252,46]
story-liquor-title: ಅಕ್ರಮ ಮದ್ಯ ಮಾರಾಟದ ವಿರುದ್ಧ ಸದ್ದು [4,1234,380,1269]
rashi-row [9,319,223,337]
story-ccroad [484,894,772,1194]
water-photo-caption: ಗುಂಡ್ಲುಪೇಟೆ ತಾಲೂಕಿನ ವಡ್ಡಗೆರೆ ಕೆರೆಗೆ ನೀರು ತುಂಬಿಸುವ ಕಾರ್ಯಕ್ಕೆ ಹುತ್ತೂರು ಕೆರೆಯ ಮೋಟಾರ್ ಆನ್ ಮಾಡುವ ಮೂಲಕ ಶಾಸಕ ಎಚ್.ಎಂ.ಗಣೇಶ್ ಪ್ರಸಾದ್ ಚಾಲನೆ ನೀಡಿದರು. [422,640,744,658]
story-text: ಗುಂಡ್ಲುಪೇಟೆ ಮತ್ತು ಬೇಗೂರು ಉಪವಿಭಾಗ ವ್ಯಾಪ್ತಿಯಲ್ಲಿ ಡಿ.6 ರಂದು ತುರ್ತು ನಿರ್ವಹಣಾ ಕಾಮಗಾರಿಯ ಹಿನ್ನೆಲೆಯಲ್ಲಿ ಬೆಳಿಗ್ಗೆ 10 ರಿಂದ ಸಂಜೆ 5 ಗಂಟೆಯವರೆಗೆ ವಿವಿಧ ಗ್ರಾಮಗಳಲ್ಲಿ ವಿದ್ಯುತ್ ವ್ಯತ್ಯಯವಾಗಲಿದೆ. ಗ್ರಾಹಕರು ಸಹಕರಿಸಬೇಕು ಎಂದು ಸೆಸ್ಕ್ ಕಾರ್ಯನಿರ್ವಾಹಕ ಇಂಜಿನಿಯರ್ ಪ್ರಕಟಣೆಯಲ್ಲಿ ತಿಳಿಸಿದ್ದಾರೆ. [72,796,226,852]
story-hdkote [632,1206,941,1516]
story-text: ಜಿಲ್ಲಾ ಆರೋಗ್ಯ ಮತ್ತು ಕುಟುಂಬ ಕಲ್ಯಾಣ ಇಲಾಖೆ ವತಿಯಿಂದ ಡಿ.21 ರಂದು ನಡೆಯಲಿರುವ ರಾಷ್ಟ್ರೀಯ ಪಲ್ಸ್ ಪೋಲಿಯೋ ಕಾರ್ಯಕ್ರಮಕ್ಕೆ ಸಂಬಂಧಿಸಿದಂತೆ ಅಧಿಕಾರಿಗಳ ಪೂರ್ವಭಾವಿ ಸಭೆ ನಡೆಯಿತು. ಜಿಲ್ಲೆಯ ಎಲ್ಲ ಐದು ವರ್ಷದೊಳಗಿನ ಮಕ್ಕಳಿಗೆ ತಪ್ಪದೆ ಪೋಲಿಯೋ ಹನಿ ಹಾಕಿಸಬೇಕು ಎಂದು ಜಿಲ್ಲಾ ಆರೋಗ್ಯಾಧಿಕಾರಿ ಡಾ.ಎಸ್. ಚಿದಂಬರ ಅವರು ಸೂಚಿಸಿದರು. 2011ರ ನಂತರ ಭಾರತದಲ್ಲಿ ಯಾವುದೇ ಪೋಲಿಯೋ ಪ್ರಕರಣ ಪತ್ತೆಯಾಗಿಲ್ಲ. ನೆರೆಯ ದೇಶಗಳಲ್ಲಿ ಪ್ರಕರಣಗಳು ಇರುವುದರಿಂದ ಮುಂಜಾಗ್ರತಾ ಕ್ರಮವಾಗಿ ಲಸಿಕೆ ಅಭಿಯಾನ ಮುಂದುವರಿಸಲಾಗಿದೆ. ಜಿಲ್ಲೆಯಲ್ಲಿ 1.12 ಲಕ್ಷ ಮಕ್ಕಳನ್ನು ಗುರುತಿಸಲಾಗಿದ್ದು, ಬೂತ್ ಮಟ್ಟದಲ್ಲಿ ಲಸಿಕೆ ಕೇಂದ್ರಗಳನ್ನು ತೆರೆಯಲಾಗುವುದು. [236,90,432,174]
story-text: ತರಬೇತಿಯಲ್ಲಿ ಸಕ್ರಿಯವಾಗಿ ಭಾಗವಹಿಸಿ, ತರಗತಿ ಕೊಠಡಿಯಲ್ಲಿ ಅನುಷ್ಠಾನಗೊಳಿಸುವ ಮೂಲಕ ಮಕ್ಕಳ ಕಲಿಕಾ ಮಟ್ಟ ಸುಧಾರಿಸಬೇಕು ಎಂದು ಕ್ಷೇತ್ರ ಶಿಕ್ಷಣಾಧಿಕಾರಿ ಸಲಹೆ ನೀಡಿದರು. ಪಟ್ಟಣದ ಬಿಆರ್‌ಸಿ ಕೇಂದ್ರದಲ್ಲಿ ಪ್ರಾಥಮಿಕ ಶಾಲಾ ಶಿಕ್ಷಕರಿಗೆ ಹಮ್ಮಿಕೊಂಡಿದ್ದ ಗಣಿತ ಹಾಗೂ ವಿಜ್ಞಾನ ವಿಷಯಗಳ ತರಬೇತಿ ಕಾರ್ಯಾಗಾರ ಉದ್ಘಾಟಿಸಿ ಮಾತನಾಡಿದರು. ಶಿಕ್ಷಕರು ನಿರಂತರ ಕಲಿಕೆಯಲ್ಲಿ ತೊಡಗಬೇಕು. ಹೊಸ ಬೋಧನಾ ವಿಧಾನಗಳನ್ನು ಅಳವಡಿಸಿಕೊಳ್ಳಬೇಕು ಎಂದರು. ಬಿಆರ್‌ಪಿ, ಸಿಆರ್‌ಪಿ ಹಾಗೂ ಶಿಕ್ಷಕರು ಭಾಗವಹಿಸಿದ್ದರು. [758,507,941,582]
water-event-photo [422,496,744,638]
panchanga-text: 1947ನೇ ಶಾಲಿವಾಹನ ಶಕೆ, ವಿಶ್ವಾವಸು ನಾಮ ಸಂವತ್ಸರ, ದಕ್ಷಿಣಾಯನ, ಋತು-ಹೇಮಂತ, ಮಾಸ-ಮಾರ್ಗಶಿರ, ಪಕ್ಷ-ಕೃಷ್ಣ, ತಿಥಿ-ದ್ವಿತೀಯ, ನಕ್ಷತ್ರ-ಮೃಗಶಿರ. ತಾರೀಖು 06-12-2025 ಶನಿವಾರ, ಸೂರ್ಯೋದಯ: ಬೆಳಗ್ಗೆ 6.12, ಸೂರ್ಯಾಸ್ತ ಸಂಜೆ 5.57, ರಾಹುಕಾಲ ಬೆಳಗ್ಗೆ 9.22 ರಿಂದ 10.48 [9,131,213,168]
column-rule [231,56,232,1196]
byline: ಪ್ರತಿನಿಧಿ ವರದಿ [236,496,271,504]
inset-line: ಪೋಲಿಯೋ [240,259,267,268]
rashi-row [9,472,223,490]
story-bhoomipuja-body-2: ತಾಲೂಕಿನ ವಿವಿಧ ಗ್ರಾಮಗಳಲ್ಲಿ ಸುಮಾರು 50 ಲಕ್ಷ ರೂ. ವೆಚ್ಚದ ಅಭಿವೃದ್ಧಿ ಕಾಮಗಾರಿಗಳಿಗೆ ಶಾಸಕರು ಭೂಮಿಪೂಜೆ ನೆರವೇರಿಸಿದರು. ಗ್ರಾಮೀಣ ಭಾಗದ ರಸ್ತೆ, ಚರಂಡಿ ಹಾಗೂ ಸಮುದಾಯ ಭವನ ನಿರ್ಮಾಣಕ್ಕೆ ಆದ್ಯತೆ ನೀಡಲಾಗಿದೆ. ಕಾಮಗಾರಿಗಳನ್ನು ಗುಣಮಟ್ಟದೊಂದಿಗೆ ನಿಗದಿತ ಅವಧಿಯಲ್ಲಿ ಪೂರ್ಣಗೊಳಿಸಬೇಕು ಎಂದು ಗುತ್ತಿಗೆದಾರರಿಗೆ ಸೂಚಿಸಿದರು. ಗ್ರಾ.ಪಂ. ಅಧ್ಯಕ್ಷರು, ಸದಸ್ಯರು, ಮುಖಂಡರು ಹಾಗೂ ಗ್ರಾಮಸ್ಥರು ಹಾಜರಿದ್ದರು. [795,232,941,297]
quote-author: • ಗಣೇಶ್ ಪ್ರಸಾದ್ ಶಾಸಕ [603,704,668,714]
story-temple [782,894,941,1194]
qr-code-icon[interactable] [866,2,916,48]
story-bhoomipuja-title: ಅಭಿವೃದ್ಧಿ ಕಾಮಗಾರಿಗಳಿಗೆ ಭೂಮಿಪೂಜೆ [647,59,847,78]
story-temple-body [782,974,941,1192]
story-text: ತಾಲೂಕಿನ ಬಿಳಿಗಿರಿರಂಗನಬೆಟ್ಟದಲ್ಲಿ ನಡೆದ ಗ್ರಾಮಸಭೆಯಲ್ಲಿ ಅಕ್ರಮ ಮದ್ಯ ಮಾರಾಟದ ವಿರುದ್ಧ ಗ್ರಾಮಸ್ಥರು ತೀವ್ರ ಆಕ್ರೋಶ ವ್ಯಕ್ತಪಡಿಸಿದರು. ಗ್ರಾಮದ ಅಂಗಡಿಗಳಲ್ಲಿ ಅಕ್ರಮವಾಗಿ ಮದ್ಯ ಮಾರಾಟ ಮಾಡಲಾಗುತ್ತಿದ್ದು, ಯುವಕರು ದುಶ್ಚಟಕ್ಕೆ ಬಲಿಯಾಗುತ್ತಿದ್ದಾರೆ. ಕೂಡಲೇ ಕಡಿವಾಣ ಹಾಕಬೇಕು ಎಂದು ಒತ್ತಾಯಿಸಿದರು. ಅಬಕಾರಿ ಹಾಗೂ ಪೊಲೀಸ್ ಇಲಾಖೆಯ ಅಧಿಕಾರಿಗಳು ಸೂಕ್ತ ಕ್ರಮ ಕೈಗೊಳ್ಳುವ ಭರವಸೆ ನೀಡಿದರು. [4,1276,168,1341]
story-training-title-a: ಹನೂರಿನಲ್ಲಿ ಶಿಕ್ಷಕರಿಗೆ [853,407,941,422]
website-link[interactable]: ⊕ www.prathinidhi.net [330,36,420,45]
story-text: ತರಬೇತಿಯಲ್ಲಿ ಸಕ್ರಿಯವಾಗಿ ಭಾಗವಹಿಸಿ, ತರಗತಿ ಕೊಠಡಿಯಲ್ಲಿ ಅನುಷ್ಠಾನಗೊಳಿಸುವ ಮೂಲಕ ಮಕ್ಕಳ ಕಲಿಕಾ ಮಟ್ಟ ಸುಧಾರಿಸಬೇಕು ಎಂದು ಕ್ಷೇತ್ರ ಶಿಕ್ಷಣಾಧಿಕಾರಿ ಸಲಹೆ ನೀಡಿದರು. ಪಟ್ಟಣದ ಬಿಆರ್‌ಸಿ ಕೇಂದ್ರದಲ್ಲಿ ಪ್ರಾಥಮಿಕ ಶಾಲಾ ಶಿಕ್ಷಕರಿಗೆ ಹಮ್ಮಿಕೊಂಡಿದ್ದ ಗಣಿತ ಹಾಗೂ ವಿಜ್ಞಾನ ವಿಷಯಗಳ ತರಬೇತಿ ಕಾರ್ಯಾಗಾರ ಉದ್ಘಾಟಿಸಿ ಮಾತನಾಡಿದರು. ಶಿಕ್ಷಕರು ನಿರಂತರ ಕಲಿಕೆಯಲ್ಲಿ ತೊಡಗಬೇಕು. ಹೊಸ ಬೋಧನಾ ವಿಧಾನಗಳನ್ನು ಅಳವಡಿಸಿಕೊಳ್ಳಬೇಕು ಎಂದರು. ಬಿಆರ್‌ಪಿ, ಸಿಆರ್‌ಪಿ ಹಾಗೂ ಶಿಕ್ಷಕರು ಭಾಗವಹಿಸಿದ್ದರು. [758,450,941,515]
zodiac-icon: ♐ [9,395,23,409]
rashi-text: ಕುಂಭ: ಶತ್ರುಗಳಿಂದ ದೂರವಿರಿ. ಸಂಖ್ಯೆ 8, ಬಣ್ಣ-ಕಪ್ಪು [27,446,145,454]
story-text: ಗ್ರಾಮದ ಕುಡಿಯುವ ನೀರಿನ ಪೈಪ್‌ಲೈನ್ ಕಾಮಗಾರಿಗೆ ಅರಣ್ಯ ಇಲಾಖೆ ತಡೆ ಒಡ್ಡಿದೆ ಎಂದು ಗ್ರಾಮಸ್ಥರು ಆರೋಪಿಸಿದರು. ಹಲವು ತಿಂಗಳುಗಳಿಂದ ನೀರಿನ ಸಮಸ್ಯೆ ಎದುರಾಗಿದ್ದು, ಅಧಿಕಾರಿಗಳು ಅನುಮತಿ ನೀಡಬೇಕು ಎಂದು ಆಗ್ರಹಿಸಿದರು. [509,1371,621,1427]
story-polio [236,56,636,396]
dateline: ಮೈಸೂರು [42,1012,64,1020]
story-forest [504,1232,626,1516]
story-hdkote-body: ಎಚ್.ಡಿ.ಕೋಟೆ ತಾಲೂಕು ವ್ಯಾವಹಾರಿಕವಾಗಿ ಮುಂಚೂಣಿಯಲ್ಲಿದ್ದು, ಕೃಷಿ, ಪಶುಸಂಗೋಪನೆ ಹಾಗೂ ಸಣ್ಣ ಕೈಗಾರಿಕೆಗಳ ಬೆಳವಣಿಗೆಗೆ ಹೆಚ್ಚಿನ ಆದ್ಯತೆ ನೀಡಲಾಗುತ್ತಿದೆ ಎಂದು ಅಧಿಕಾರಿಗಳು ತಿಳಿಸಿದರು. ಪಟ್ಟಣದ ಶ್ರೀ ವರದರಾಜ ಸ್ವಾಮಿ ದೇವಸ್ಥಾನ ಸಮುದಾಯ ಭವನದಲ್ಲಿ ನಡೆದ ಕಾರ್ಯಕ್ರಮದಲ್ಲಿ ಸಂಜೀವಿನಿ ಒಕ್ಕೂಟದ ಸದಸ್ಯರು, ಸ್ವಸಹಾಯ ಸಂಘಗಳ ಮಹಿಳೆಯರು ಭಾಗವಹಿಸಿದ್ದರು. ಗ್ರಾಮೀಣ ಜೀವನೋಪಾಯ ಅಭಿಯಾನದ ಅಡಿಯಲ್ಲಿ ಹಲವು ಯೋಜನೆಗಳನ್ನು ಅನುಷ್ಠಾನಗೊಳಿಸಲಾಗುತ್ತಿದೆ. [632,1334,782,1409]
divider [4,760,226,761]
story-water-body-3: ತಾಲೂಕಿನ ಹಲವು ಕೆರೆಗಳಿಗೆ ನೀರು ತುಂಬಿಸುವ ಯೋಜನೆಯ ಮೋಟಾರ್ ಸ್ವಿಚ್ ಆನ್ ಮಾಡುವ ಮೂಲಕ ಶಾಸಕ ಎಚ್.ಎಂ.ಗಣೇಶ್ ಪ್ರಸಾದ್ ಚಾಲನೆ ನೀಡಿದರು. ಚುನಾವಣೆ ಸಂದರ್ಭದಲ್ಲಿ ನೀಡಿದ್ದ ಭರವಸೆಯಂತೆ ಕೆರೆಗಳಿಗೆ ನೀರು ಹರಿಸಲಾಗುತ್ತಿದೆ. ಇದರಿಂದ ಅಂತರ್ಜಲ ಮಟ್ಟ ಹೆಚ್ಚಾಗಿ ರೈತರಿಗೆ ಅನುಕೂಲವಾಗಲಿದೆ. ಕುಡಿಯುವ ನೀರಿನ ಸಮಸ್ಯೆಯೂ ಬಗೆಹರಿಯಲಿದೆ ಎಂದರು. ಯೋಜನೆಯ ಕಾಮಗಾರಿ ಹಲವು ವರ್ಷಗಳಿಂದ ನನೆಗುದಿಗೆ ಬಿದ್ದಿತ್ತು. ಸರ್ಕಾರದ ಮಟ್ಟದಲ್ಲಿ ಒತ್ತಡ ಹೇರಿ ಅನುದಾನ ಬಿಡುಗಡೆ ಮಾಡಿಸಲಾಗಿದೆ. ಮುಂದಿನ ದಿನಗಳಲ್ಲಿ ಉಳಿದ ಕೆರೆಗಳಿಗೂ ನೀರು ತುಂಬಿಸಲಾಗುವುದು ಎಂದು ತಿಳಿಸಿದರು. [598,766,744,860]
quote-author-text: ಗಣೇಶ್ ಪ್ರಸಾದ್ ಶಾಸಕ [610,704,668,714]
rashi-text: ಧನಸ್ಸು: ವ್ಯಾಪಾರ ವ್ಯವಹಾರದಲ್ಲಿ ಲಾಭ. ಸಂಖ್ಯೆ 3, ಬಣ್ಣ-ಕೇಸರಿ [27,395,168,403]
